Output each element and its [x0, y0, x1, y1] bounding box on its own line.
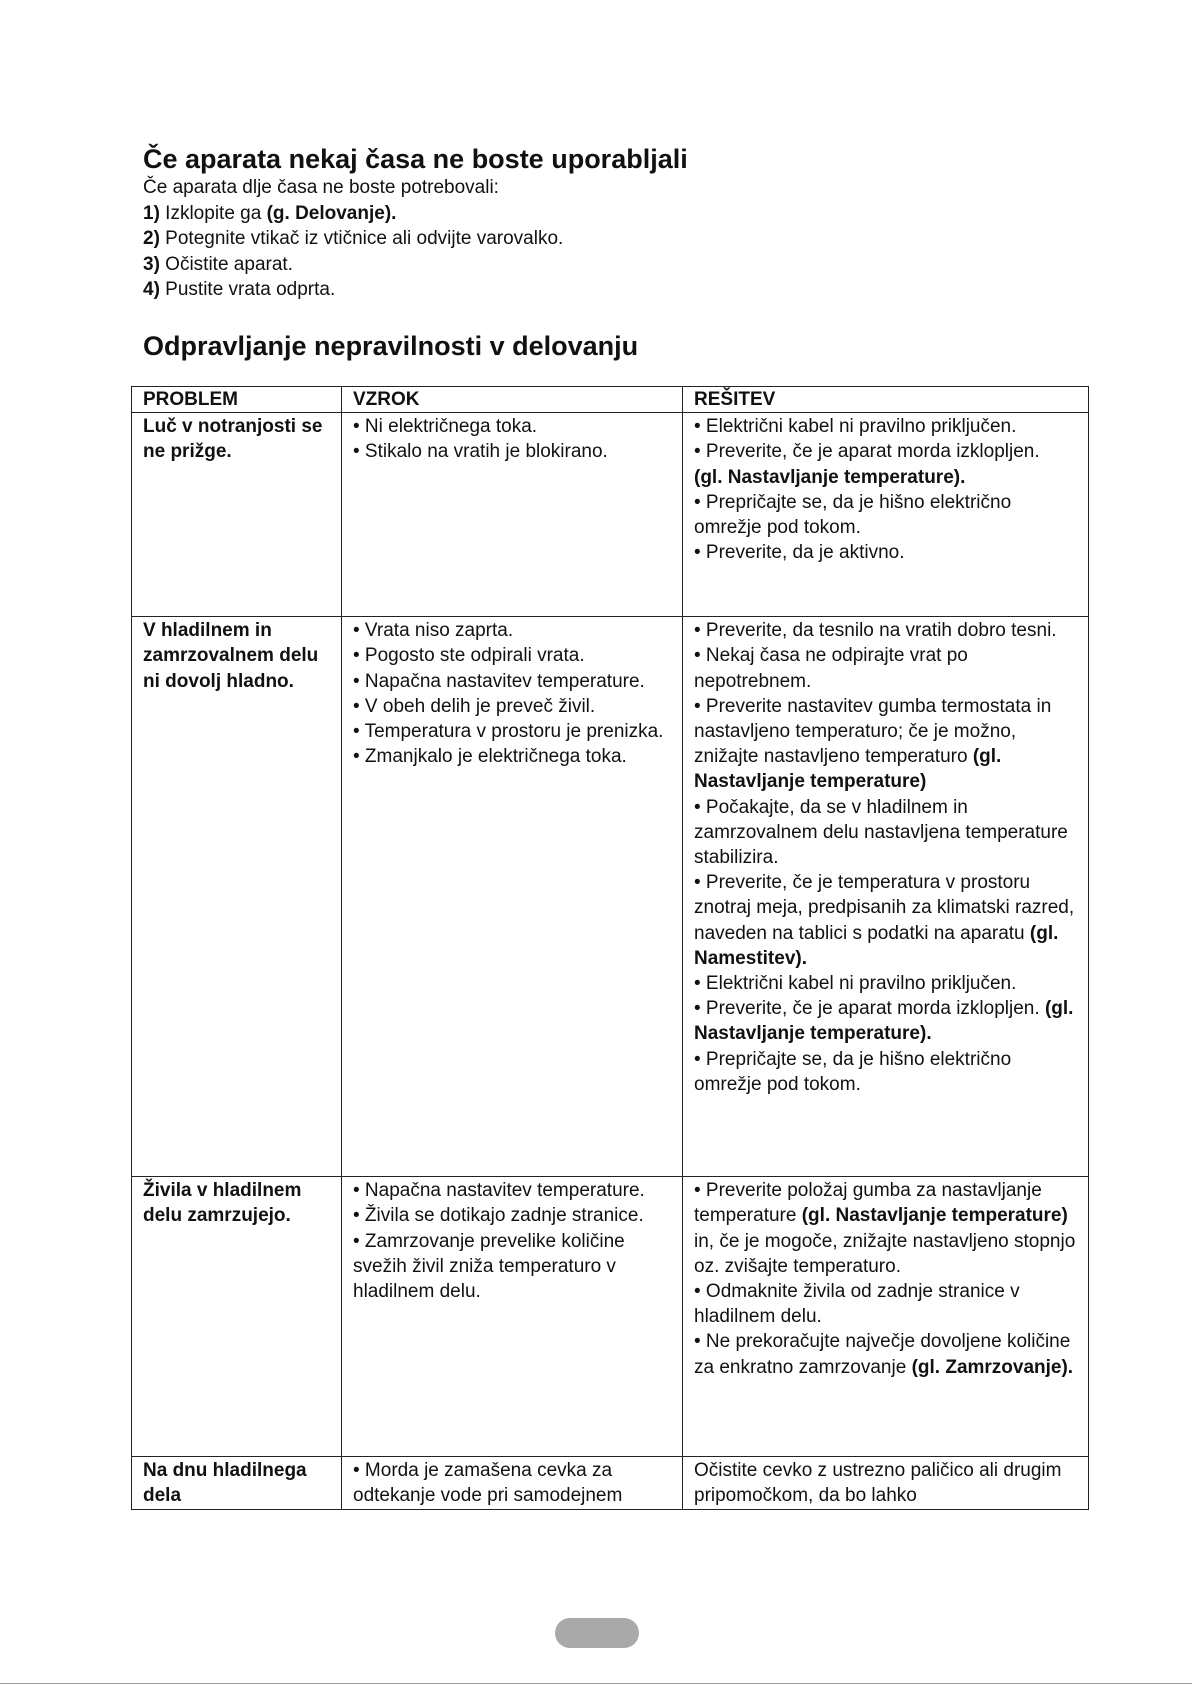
page-number-marker [555, 1618, 639, 1648]
solution-cell: • Preverite položaj gumba za nastavljanje temperature (gl. Nastavljanje temperature) in, če je mogoče, znižajte nastavljeno stopnjo oz. zvišajte temperaturo. • Odmaknite živila od zadnje stranice v hladilnem delu. • Ne prekoračujte največje dovoljene količine za enkratno zamrzovanje (gl. Zamrzovanje). [683, 1177, 1089, 1457]
cause-cell: • Vrata niso zaprta. • Pogosto ste odpirali vrata. • Napačna nastavitev temperature. • V obeh delih je preveč živil. • Temperatura v prostoru je prenizka. • Zmanjkalo je električnega toka. [342, 617, 683, 1177]
solution-cell: • Preverite, da tesnilo na vratih dobro tesni. • Nekaj časa ne odpirajte vrat po nepotrebnem. • Preverite nastavitev gumba termostata in nastavljeno temperaturo; če je možno, znižajte nastavljeno temperaturo (gl. Nastavljanje temperature) • Počakajte, da se v hladilnem in zamrzovalnem delu nastavljena temperature stabilizira. • Preverite, če je temperatura v prostoru znotraj meja, predpisanih za klimatski razred, naveden na tablici s podatki na aparatu (gl. Namestitev). • Električni kabel ni pravilno priključen. • Preverite, če je aparat morda izklopljen. (gl. Nastavljanje temperature). • Prepričajte se, da je hišno električno omrežje pod tokom. [683, 617, 1089, 1177]
problem-cell: V hladilnem in zamrzovalnem delu ni dovolj hladno. [132, 617, 342, 1177]
problem-cell: Živila v hladilnem delu zamrzujejo. [132, 1177, 342, 1457]
storage-step: 2) Potegnite vtikač iz vtičnice ali odvijte varovalko. [143, 228, 564, 249]
table-row [132, 1177, 1089, 1457]
cause-cell: • Morda je zamašena cevka za odtekanje vode pri samodejnem [342, 1457, 683, 1509]
section-title-storage: Če aparata nekaj časa ne boste uporabljali [143, 144, 688, 174]
storage-step: 4) Pustite vrata odprta. [143, 279, 336, 300]
table-header-row [132, 387, 1089, 413]
solution-cell: • Električni kabel ni pravilno priključen. • Preverite, če je aparat morda izklopljen. (gl. Nastavljanje temperature). • Prepričajte se, da je hišno električno omrežje pod tokom. • Preverite, da je aktivno. [683, 413, 1089, 617]
table-row [132, 413, 1089, 617]
section-title-troubleshooting: Odpravljanje nepravilnosti v delovanju [143, 331, 639, 361]
storage-intro: Če aparata dlje časa ne boste potrebovali: [143, 177, 499, 198]
storage-step: 1) Izklopite ga (g. Delovanje). [143, 202, 397, 224]
header-problem: PROBLEM [132, 387, 342, 413]
storage-instructions [143, 175, 563, 303]
storage-step: 3) Očistite aparat. [143, 253, 293, 275]
troubleshooting-table [131, 386, 1089, 1510]
header-cause: VZROK [342, 387, 683, 413]
table-row [132, 1457, 1089, 1509]
problem-cell: Luč v notranjosti se ne prižge. [132, 413, 342, 617]
header-solution: REŠITEV [683, 387, 1089, 413]
solution-cell: Očistite cevko z ustrezno paličico ali drugim pripomočkom, da bo lahko [683, 1457, 1089, 1509]
cause-cell: • Ni električnega toka. • Stikalo na vratih je blokirano. [342, 413, 683, 617]
problem-cell: Na dnu hladilnega dela [132, 1457, 342, 1509]
bottom-divider [0, 1683, 1192, 1684]
cause-cell: • Napačna nastavitev temperature. • Živila se dotikajo zadnje stranice. • Zamrzovanje prevelike količine svežih živil zniža temperaturo v hladilnem delu. [342, 1177, 683, 1457]
table-row [132, 617, 1089, 1177]
